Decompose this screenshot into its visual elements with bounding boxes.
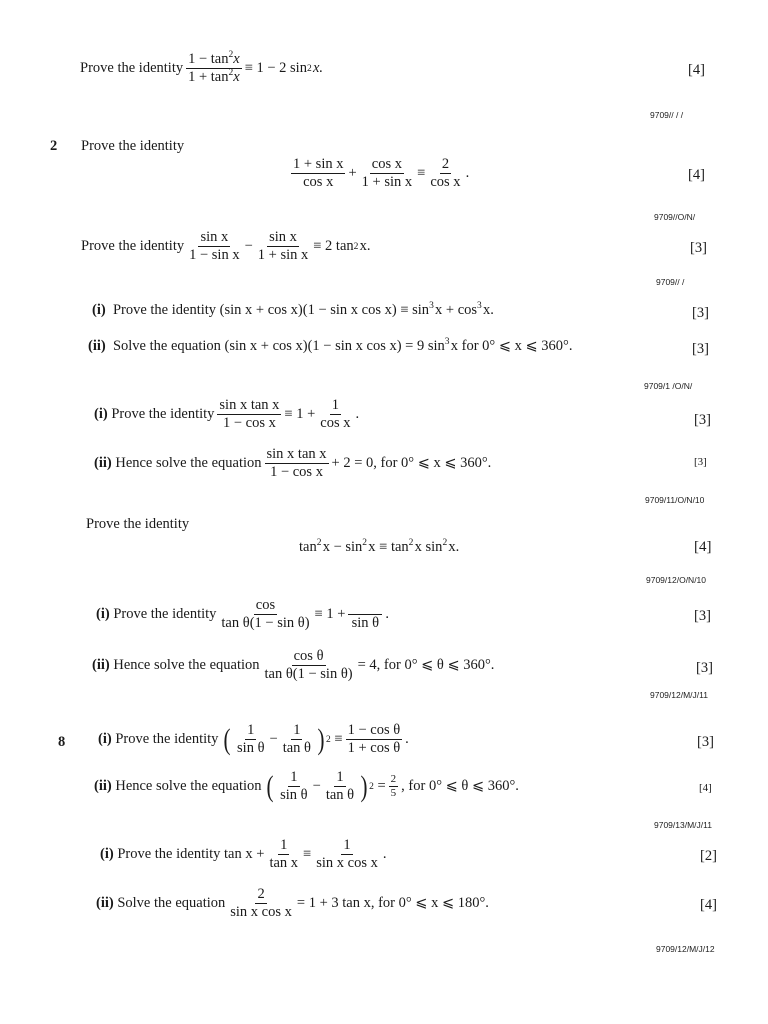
q2-source-code: 9709//O/N/ (654, 212, 696, 222)
q9-i-marks: [2] (700, 848, 717, 864)
q8-part-ii: (ii) Hence solve the equation ( $\frac{1}{\text{sin θ}}$ − $\frac{1}{\text{tan θ}}$ ) 2 = $\frac{2}{5}$ , for 0° ⩽ θ ⩽ 360°. (94, 769, 519, 804)
q1-lead: Prove the identity (80, 60, 184, 77)
q4-ii-marks: [3] (692, 341, 709, 357)
q3-source-code: 9709// / (656, 277, 685, 287)
q1-statement: Prove the identity $\frac{1 - \tan^2x}{1 + \tan^2x}$ ≡ 1 − 2 sin 2 x. (80, 50, 323, 86)
q7-source-code: 9709/12/M/J/11 (650, 690, 708, 700)
q7-i-marks: [3] (694, 608, 711, 624)
q2-number: 2 (50, 138, 58, 154)
q9-ii-marks: [4] (700, 897, 717, 913)
q5-part-i: (i) Prove the identity $\frac{\text{sin x tan x}}{\text{1 − cos x}}$ ≡ 1 + $\frac{1}{\text{cos x}}$ . (94, 397, 360, 432)
q3-marks: [3] (690, 240, 707, 256)
q6-marks: [4] (694, 539, 712, 555)
q5-source-code: 9709/11/O/N/10 (645, 495, 705, 505)
q7-ii-marks: [3] (696, 660, 713, 676)
q2-lead: Prove the identity (81, 138, 185, 154)
q9-part-ii: (ii) Solve the equation $\frac{2}{\text{sin x cos x}}$ = 1 + 3 tan x, for 0° ⩽ x ⩽ 180°. (96, 886, 489, 921)
q4-part-ii: (ii) Solve the equation (sin x + cos x)(1 − sin x cos x) = 9 $\sin^3$ x for 0° ⩽ x ⩽ 360°. (88, 337, 573, 354)
q5-ii-marks: [3] (694, 456, 707, 468)
q4-part-i: (i) Prove the identity (sin x + cos x)(1 − sin x $\cos x) \equiv \sin^3$ $x + \cos^3$ x. (92, 301, 494, 318)
q5-i-marks: [3] (694, 412, 711, 428)
q9-source-code: 9709/12/M/J/12 (656, 944, 715, 954)
q8-number: 8 (58, 734, 66, 750)
q6-lead: Prove the identity (86, 516, 190, 532)
q2-equation: $\frac{\text{1 + sin x}}{\text{cos x}}$ + $\frac{\text{cos x}}{\text{1 + sin x}}$ ≡ $\frac{2}{\text{cos x}}$ . (293, 156, 470, 191)
q4-source-code: 9709/1 /O/N/ (644, 381, 693, 391)
q6-equation: $\tan^2$ $x - \sin^2$ $x \equiv \tan^2$ x $\sin^2$ x. (299, 538, 460, 555)
q3-statement: Prove the identity $\frac{\text{sin x}}{\text{1 − sin x}}$ − $\frac{\text{sin x}}{\text{1 + sin x}}$ ≡ 2 tan 2 x. (81, 229, 371, 264)
q4-i-marks: [3] (692, 305, 709, 321)
q8-i-marks: [3] (697, 734, 714, 750)
q5-part-ii: (ii) Hence solve the equation $\frac{\text{sin x tan x}}{\text{1 − cos x}}$ + 2 = 0, for 0° ⩽ x ⩽ 360°. (94, 446, 492, 481)
q6-source-code: 9709/12/O/N/10 (646, 575, 707, 585)
q1-marks: [4] (688, 62, 705, 78)
q1-fraction: $\frac{1 - \tan^2x}{1 + \tan^2x}$ (188, 50, 240, 86)
q9-part-i: (i) Prove the identity tan x + $\frac{1}{\text{tan x}}$ ≡ $\frac{1}{\text{sin x cos x}}$ . (100, 837, 387, 872)
q7-part-i: (i) Prove the identity $\frac{\cos}{\text{tan θ(1 − sin θ)}}$ ≡ 1 + sin θ . (96, 597, 390, 632)
q7-part-ii: (ii) Hence solve the equation $\frac{\text{cos θ}}{\text{tan θ(1 − sin θ)}}$ = 4, for 0° ⩽ θ ⩽ 360°. (92, 648, 495, 683)
q8-part-i: (i) Prove the identity ( $\frac{1}{\text{sin θ}}$ − $\frac{1}{\text{tan θ}}$ ) 2 ≡ $\frac{\text{1 − cos θ}}{\text{1 + cos θ}}$ . (98, 722, 409, 757)
q1-source-code: 9709// / / (650, 110, 684, 120)
q2-marks: [4] (688, 167, 705, 183)
q8-ii-marks: [4] (699, 782, 712, 794)
q8-source-code: 9709/13/M/J/11 (654, 820, 712, 830)
